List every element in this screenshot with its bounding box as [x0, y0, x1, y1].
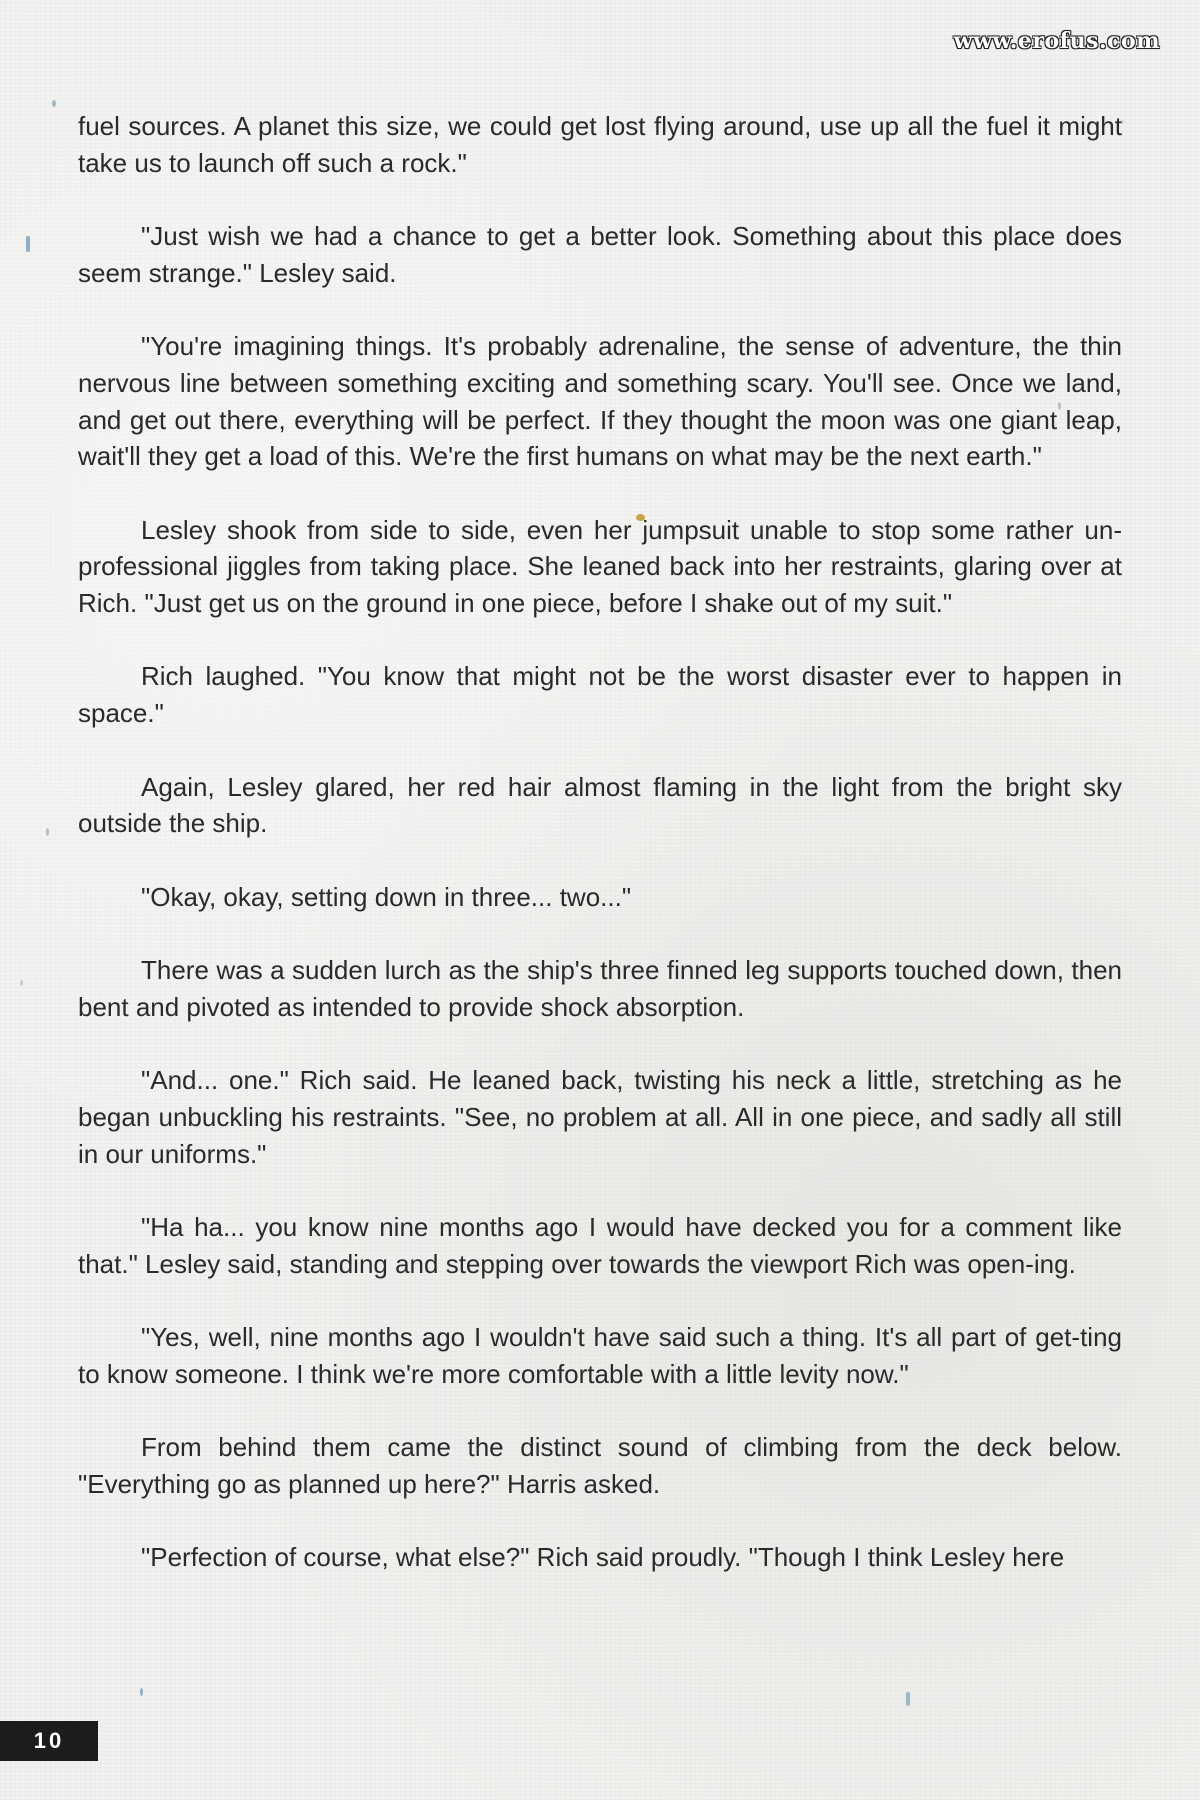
paragraph: "You're imagining things. It's probably adrenaline, the sense of adventure, the thin nervous line between something exciting and something scary. You'll see. Once we land, and get out there, everything will be perfect. If they thought the moon was one giant leap, wait'll they get a load of this. We're the first humans on what may be the next earth.": [78, 331, 1122, 472]
site-watermark: www.erofus.com: [953, 28, 1160, 54]
paragraph: fuel sources. A planet this size, we could get lost flying around, use up all the fuel it might take us to launch off such a rock.": [78, 111, 1122, 178]
paragraph: "Just wish we had a chance to get a better look. Something about this place does seem strange." Lesley said.: [78, 221, 1122, 288]
paragraph: Again, Lesley glared, her red hair almost flaming in the light from the bright sky outside the ship.: [78, 771, 1122, 839]
page-body-text: [78, 108, 1122, 1576]
paper-speck: [52, 100, 56, 107]
page-number: 10: [0, 1721, 98, 1761]
paper-speck: [26, 236, 30, 252]
paragraph: Rich laughed. "You know that might not be the worst disaster ever to happen in space.": [78, 661, 1122, 729]
paragraph: "And... one." Rich said. He leaned back, twisting his neck a little, stretching as he began unbuckling his restraints. "See, no problem at all. All in one piece, and sadly all still in our uniforms.": [78, 1065, 1122, 1169]
paragraph: "Perfection of course, what else?" Rich said proudly. "Though I think Lesley here: [141, 1542, 1065, 1573]
paragraph: Lesley shook from side to side, even her jumpsuit unable to stop some rather un-professional jiggles from taking place. She leaned back into her restraints, glaring over at Rich. "Just get us on the ground in one piece, before I shake out of my suit.": [78, 514, 1122, 619]
paper-speck: [906, 1692, 910, 1706]
paper-speck: [140, 1688, 143, 1696]
paragraph: There was a sudden lurch as the ship's three finned leg supports touched down, then bent and pivoted as intended to provide shock absorption.: [78, 955, 1122, 1022]
paper-speck: [46, 828, 49, 836]
paper-speck: [20, 980, 23, 986]
paragraph: "Okay, okay, setting down in three... two...": [141, 881, 632, 912]
paragraph: "Yes, well, nine months ago I wouldn't have said such a thing. It's all part of get-ting to know someone. I think we're more comfortable with a little levity now.": [78, 1322, 1122, 1389]
paragraph: "Ha ha... you know nine months ago I would have decked you for a comment like that." Lesley said, standing and stepping over towards the viewport Rich was open-ing.: [78, 1211, 1122, 1279]
paragraph: From behind them came the distinct sound of climbing from the deck below. "Everything go as planned up here?" Harris asked.: [78, 1432, 1122, 1499]
